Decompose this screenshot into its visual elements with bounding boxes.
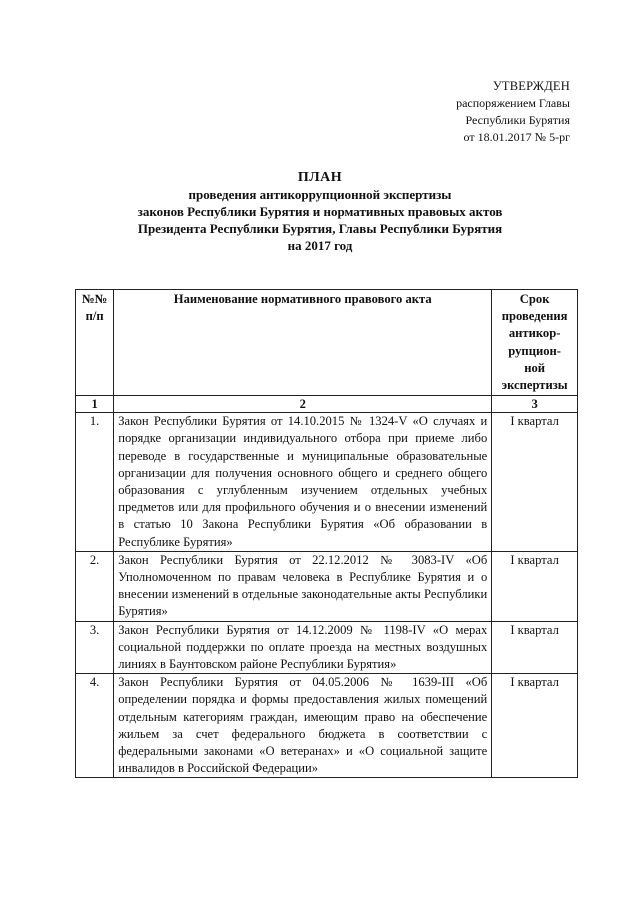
approval-title: УТВЕРЖДЕН (492, 79, 570, 93)
approval-issuer: распоряжением Главы (456, 96, 570, 110)
row-term: I квартал (492, 674, 578, 778)
table-row (76, 551, 578, 621)
table-row (76, 413, 578, 552)
title-line-3: Президента Республики Бурятия, Главы Республики Бурятия (137, 221, 503, 236)
row-number: 4. (76, 674, 114, 778)
row-act-name: Закон Республики Бурятия от 22.12.2012 № 3083-IV «Об Уполномоченном по правам человека в Республике Бурятия и о внесении изменений в отдельные законодательные акты Республики Бурятия» (114, 551, 492, 621)
table-header-row (76, 290, 578, 396)
title-line-4: на 2017 год (287, 238, 353, 253)
title-line-2: законов Республики Бурятия и нормативных правовых актов (137, 204, 503, 219)
row-number: 1. (76, 413, 114, 552)
plan-table (75, 289, 578, 778)
row-act-name: Закон Республики Бурятия от 14.12.2009 № 1198-IV «О мерах социальной поддержки по оплате проезда на местных воздушных линиях в Баунтовском районе Республики Бурятия» (114, 621, 492, 674)
table-row (76, 674, 578, 778)
row-act-name: Закон Республики Бурятия от 04.05.2006 № 1639-III «Об определении порядка и формы предоставления жилых помещений отдельным категориям граждан, имеющим право на обеспечение жильем за счет федерального бюджета в соответствии с федеральными законами «О ветеранах» и «О социальной защите инвалидов в Российской Федерации» (114, 674, 492, 778)
document-title (70, 169, 570, 254)
row-number: 2. (76, 551, 114, 621)
header-number: №№ п/п (76, 290, 114, 396)
table-row (76, 621, 578, 674)
column-index-row (76, 396, 578, 413)
title-line-1: проведения антикоррупционной экспертизы (188, 187, 452, 202)
row-act-name: Закон Республики Бурятия от 14.10.2015 № 1324-V «О случаях и порядке организации индивидуального отбора при приеме либо переводе в государственные и муниципальные образовательные организации для получения основного общего и среднего общего образования с углубленным изучением отдельных учебных предметов или для профильного обучения и о внесении изменений в статью 10 Закона Республики Бурятия «Об образовании в Республике Бурятия» (114, 413, 492, 552)
approval-date-number: от 18.01.2017 № 5-рг (463, 130, 570, 144)
approval-stamp (456, 78, 570, 146)
column-index: 3 (492, 396, 578, 413)
title-heading: ПЛАН (297, 170, 343, 185)
column-index: 1 (76, 396, 114, 413)
row-term: I квартал (492, 551, 578, 621)
approval-issuer-region: Республики Бурятия (465, 113, 570, 127)
row-number: 3. (76, 621, 114, 674)
row-term: I квартал (492, 621, 578, 674)
column-index: 2 (114, 396, 492, 413)
header-term: Срок проведения антикор- рупцион- ной экспертизы (492, 290, 578, 396)
row-term: I квартал (492, 413, 578, 552)
header-act-name: Наименование нормативного правового акта (114, 290, 492, 396)
